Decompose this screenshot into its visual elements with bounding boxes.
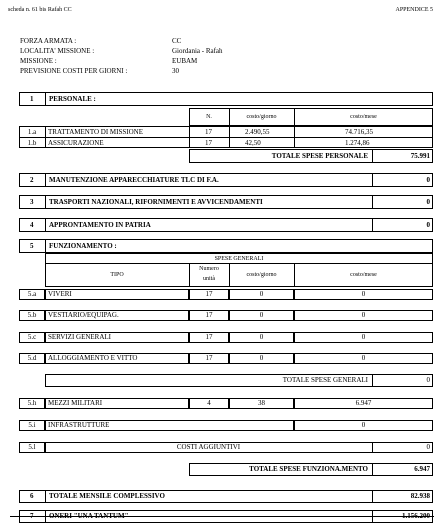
missione-value: EUBAM [172,57,198,65]
s2-title: MANUTENZIONE APPARECCHIATURE TLC DI F.A. [49,176,219,184]
s1-col-cm: costo/mese [350,114,377,120]
forza-value: CC [172,37,182,45]
tot-gen-label: TOTALE SPESE GENERALI [282,376,368,384]
previsione-label: PREVISIONE COSTI PER GIORNI : [20,67,128,75]
forza-label: FORZA ARMATA : [20,37,77,45]
costi-label: COSTI AGGIUNTIVI [176,443,241,451]
localita-label: LOCALITA' MISSIONE : [20,47,95,55]
s1-col-cg: costo/giorno [246,114,277,120]
mezzi-label: MEZZI MILITARI [48,399,103,407]
s3-value: 0 [426,198,430,206]
s2-value: 0 [426,176,430,184]
s1-total-value: 75.991 [410,152,430,160]
s5-col-cm: costo/mese [350,272,377,278]
s1-total-label: TOTALE SPESE PERSONALE [271,152,368,160]
s7-title: ONERI "UNA TANTUM" [49,512,129,520]
s3-title: TRASPORTI NAZIONALI, RIFORNIMENTI E AVVICENDAMENTI [49,198,263,206]
s6-title: TOTALE MENSILE COMPLESSIVO [49,492,165,500]
s7-value: 1.156.200 [402,512,430,520]
strike-line [10,516,434,517]
s5-title: FUNZIONAMENTO : [49,242,117,250]
missione-label: MISSIONE : [20,57,57,65]
s1-title: PERSONALE : [49,95,96,103]
s5-col-cg: costo/giorno [246,272,277,278]
appendice-label: APPENDICE 5 [395,7,433,13]
s1-num: 1 [30,95,34,103]
previsione-value: 30 [172,67,179,75]
tot-funz-value: 6.947 [414,465,430,473]
tot-funz-label: TOTALE SPESE FUNZIONA.MENTO [249,465,368,473]
tot-gen-value: 0 [426,376,430,384]
spese-generali-header: SPESE GENERALI [214,256,264,262]
s4-title: APPRONTAMENTO IN PATRIA [49,221,151,229]
scheda-label: scheda n. 61 bis Rafah CC [8,7,72,13]
localita-value: Giordania - Rafah [172,47,223,55]
s6-value: 82.938 [410,492,430,500]
s5-col-tipo: TIPO [110,272,124,278]
infra-label: INFRASTRUTTURE [48,421,110,429]
s4-value: 0 [426,221,430,229]
s1-col-n: N. [206,114,212,120]
